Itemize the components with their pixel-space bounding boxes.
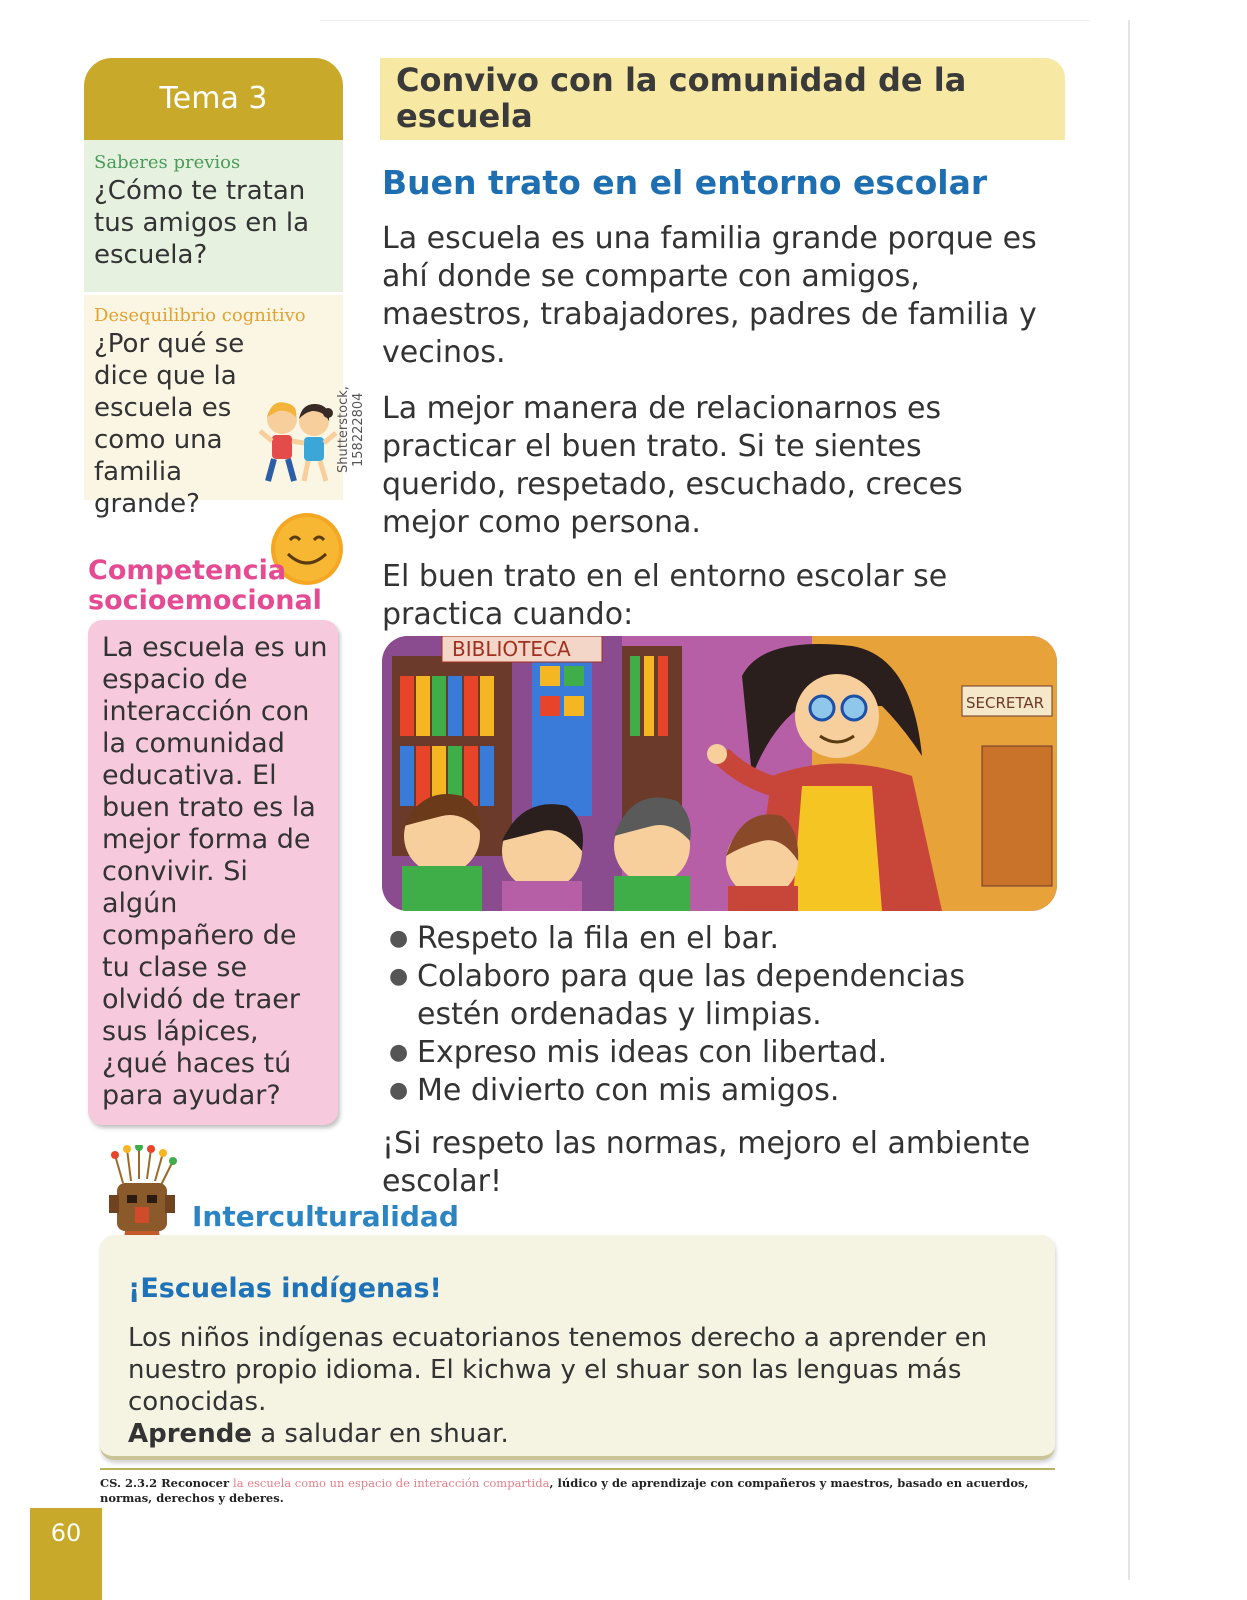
bullet-icon: ●: [389, 926, 409, 951]
saberes-previos-label: Saberes previos: [94, 152, 241, 173]
competencia-title: [88, 556, 322, 616]
list-item: ● Respeto la fila en el bar.: [389, 921, 780, 956]
escuelas-indigenas-heading: ¡Escuelas indígenas!: [128, 1273, 442, 1304]
paragraph-3: El buen trato en el entorno escolar se practica cuando:: [382, 559, 948, 632]
competencia-text: La escuela es un espacio de interacción con la comunidad educativa. El buen trato es la mejor forma de convivir. Si algún compañero de tu clase se olvidó de traer sus lápices, ¿qué haces tú para ayudar?: [102, 632, 328, 1111]
list-item: ● Me divierto con mis amigos.: [389, 1073, 840, 1108]
escuelas-indigenas-paragraph: Los niños indígenas ecuatorianos tenemos derecho a aprender en nuestro propio idioma. El kichwa y el shuar son las lenguas más conocidas.: [128, 1323, 988, 1417]
paragraph-2: La mejor manera de relacionarnos es practicar el buen trato. Si te sientes querido, respetado, escuchado, creces mejor como persona.: [382, 391, 963, 540]
sign-biblioteca: BIBLIOTECA: [452, 637, 571, 661]
cs-code: CS. 2.3.2 Reconocer: [100, 1476, 234, 1490]
cs-rest: , lúdico y de aprendizaje con compañeros y maestros, basado en acuerdos, normas, derechos y deberes.: [100, 1476, 1029, 1505]
interculturalidad-title: Interculturalidad: [192, 1200, 459, 1233]
topic-header: [380, 58, 1065, 140]
list-item: ● Expreso mis ideas con libertad.: [389, 1035, 888, 1070]
saberes-previos-question: ¿Cómo te tratan tus amigos en la escuela?: [94, 176, 310, 270]
page-number: 60: [30, 1508, 102, 1600]
closing-statement: ¡Si respeto las normas, mejoro el ambiente escolar!: [382, 1126, 1031, 1199]
competencia-box: [88, 620, 338, 1125]
page-edge-rule: [1128, 20, 1130, 1580]
competencia-title-line1: Competencia: [88, 555, 287, 586]
escuelas-indigenas-text: [128, 1322, 1027, 1450]
school-illustration: [382, 636, 1057, 911]
photo-credit: Shutterstock, 158222804: [336, 386, 366, 474]
aprende-rest: a saludar en shuar.: [251, 1419, 509, 1449]
escuelas-indigenas-box: [100, 1235, 1055, 1460]
list-item: ● Colaboro para que las dependencias estén ordenadas y limpias.: [389, 959, 965, 1032]
bullet-icon: ●: [389, 1040, 409, 1065]
buen-trato-list: [385, 920, 1055, 1110]
sign-secretaria: SECRETAR: [966, 694, 1045, 712]
cs-highlight: la escuela como un espacio de interacción compartida: [233, 1476, 550, 1490]
desequilibrio-label: Desequilibrio cognitivo: [94, 305, 306, 326]
tema-tab: Tema 3: [84, 58, 343, 140]
bullet-icon: ●: [389, 964, 409, 989]
cs-divider: [100, 1468, 1055, 1470]
saberes-previos-box: [84, 140, 343, 292]
curriculum-standard: [100, 1476, 1050, 1506]
competencia-title-line2: socioemocional: [88, 585, 322, 616]
aprende-bold: Aprende: [128, 1419, 252, 1449]
children-illustration: [258, 395, 338, 487]
topic-header-title: Convivo con la comunidad de la escuela: [396, 61, 967, 135]
desequilibrio-question: ¿Por qué se dice que la escuela es como una familia grande?: [94, 329, 245, 519]
top-rule: [320, 20, 1090, 21]
paragraph-1: La escuela es una familia grande porque es ahí donde se comparte con amigos, maestros, trabajadores, padres de familia y vecinos.: [382, 221, 1037, 370]
section-subtitle: Buen trato en el entorno escolar: [382, 163, 988, 202]
bullet-icon: ●: [389, 1078, 409, 1103]
